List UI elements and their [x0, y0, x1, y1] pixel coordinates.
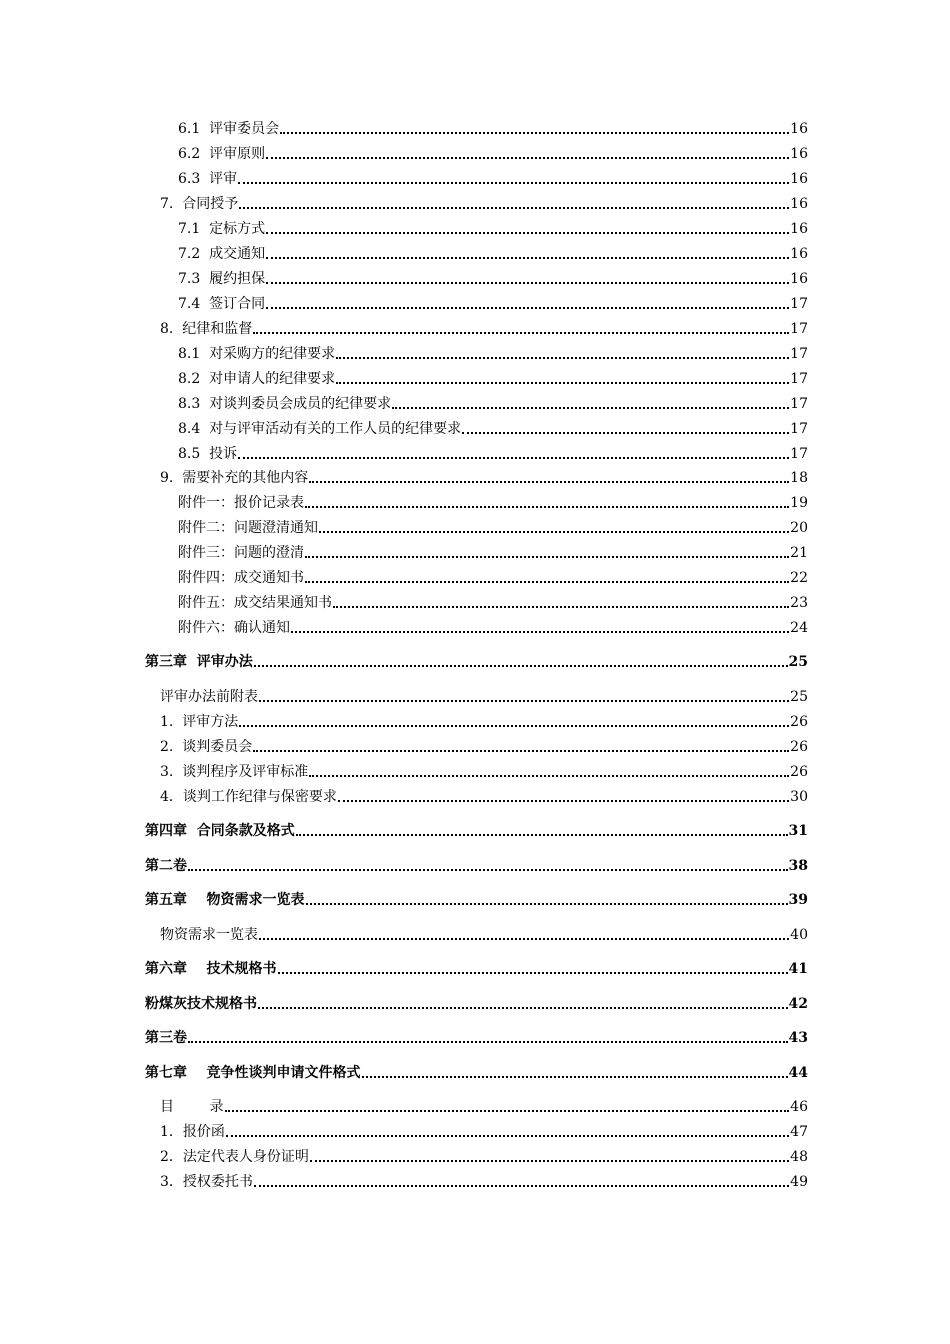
toc-leader-dots	[305, 506, 789, 508]
toc-entry[interactable]	[178, 243, 808, 263]
toc-leader-dots	[226, 1135, 789, 1137]
toc-entry-page-number: 17	[790, 346, 808, 362]
toc-entry-page-number: 49	[790, 1174, 808, 1190]
toc-leader-dots	[258, 1007, 788, 1009]
toc-entry[interactable]	[160, 1146, 808, 1166]
toc-entry[interactable]	[145, 651, 808, 671]
toc-leader-dots	[266, 282, 789, 284]
toc-leader-dots	[259, 938, 789, 940]
toc-entry[interactable]	[145, 1027, 808, 1047]
toc-entry-label: 8.3 对谈判委员会成员的纪律要求	[178, 396, 392, 412]
toc-entry[interactable]	[160, 318, 808, 338]
toc-entry-page-number: 26	[790, 714, 808, 730]
toc-entry[interactable]	[160, 786, 808, 806]
toc-entry-page-number: 47	[790, 1124, 808, 1140]
toc-entry-page-number: 19	[790, 495, 808, 511]
toc-entry[interactable]	[160, 1171, 808, 1191]
toc-leader-dots	[253, 750, 789, 752]
toc-entry-label: 第三章 评审办法	[145, 654, 253, 670]
toc-entry[interactable]	[178, 517, 808, 537]
toc-entry-page-number: 17	[790, 321, 808, 337]
toc-entry-page-number: 16	[790, 121, 808, 137]
toc-entry-page-number: 17	[790, 296, 808, 312]
toc-leader-dots	[306, 903, 788, 905]
toc-leader-dots	[238, 182, 789, 184]
toc-leader-dots	[392, 407, 789, 409]
toc-entry-label: 评审办法前附表	[160, 689, 258, 705]
toc-entry-label: 3. 谈判程序及评审标准	[160, 764, 309, 780]
toc-entry[interactable]	[178, 143, 808, 163]
toc-entry[interactable]	[160, 736, 808, 756]
toc-entry[interactable]	[145, 993, 808, 1013]
toc-entry-page-number: 17	[790, 371, 808, 387]
toc-entry-page-number: 46	[790, 1099, 808, 1115]
toc-entry-page-number: 22	[790, 570, 808, 586]
toc-entry[interactable]	[145, 820, 808, 840]
toc-entry[interactable]	[178, 368, 808, 388]
toc-entry-page-number: 26	[790, 739, 808, 755]
toc-entry-label: 8.4 对与评审活动有关的工作人员的纪律要求	[178, 421, 462, 437]
toc-entry-page-number: 17	[790, 396, 808, 412]
toc-entry[interactable]	[178, 343, 808, 363]
toc-entry[interactable]	[145, 958, 808, 978]
toc-leader-dots	[296, 834, 788, 836]
toc-entry-page-number: 26	[790, 764, 808, 780]
toc-entry-page-number: 44	[788, 1065, 808, 1081]
toc-entry[interactable]	[178, 418, 808, 438]
toc-entry[interactable]	[160, 761, 808, 781]
toc-entry[interactable]	[160, 1096, 808, 1116]
toc-entry-label: 1．报价函	[160, 1124, 225, 1140]
toc-entry[interactable]	[160, 1121, 808, 1141]
toc-entry-label: 6.1 评审委员会	[178, 121, 280, 137]
toc-entry-label: 3．授权委托书	[160, 1174, 253, 1190]
toc-entry-label: 8.2 对申请人的纪律要求	[178, 371, 336, 387]
toc-entry-label: 附件三：问题的澄清	[178, 545, 304, 561]
toc-entry-page-number: 17	[790, 421, 808, 437]
toc-entry[interactable]	[178, 492, 808, 512]
toc-entry-label: 1. 评审方法	[160, 714, 239, 730]
toc-entry-page-number: 16	[790, 196, 808, 212]
toc-entry-label: 第四章 合同条款及格式	[145, 823, 295, 839]
toc-leader-dots	[305, 581, 789, 583]
toc-leader-dots	[336, 382, 789, 384]
toc-leader-dots	[188, 1041, 788, 1043]
toc-entry-page-number: 48	[790, 1149, 808, 1165]
toc-entry-label: 附件六：确认通知	[178, 620, 290, 636]
toc-entry-label: 2. 谈判委员会	[160, 739, 253, 755]
toc-leader-dots	[266, 232, 789, 234]
toc-entry-page-number: 17	[790, 446, 808, 462]
toc-entry-label: 8. 纪律和监督	[160, 321, 253, 337]
toc-entry-label: 目 录	[160, 1099, 224, 1115]
toc-leader-dots	[266, 257, 789, 259]
toc-entry-page-number: 16	[790, 246, 808, 262]
toc-entry-label: 第七章 竞争性谈判申请文件格式	[145, 1065, 361, 1081]
toc-entry-label: 7.3 履约担保	[178, 271, 266, 287]
toc-entry-label: 9. 需要补充的其他内容	[160, 470, 309, 486]
toc-entry[interactable]	[145, 855, 808, 875]
toc-entry-page-number: 18	[790, 470, 808, 486]
toc-leader-dots	[188, 869, 788, 871]
toc-entry-label: 粉煤灰技术规格书	[145, 996, 257, 1012]
toc-leader-dots	[266, 307, 789, 309]
toc-entry-page-number: 21	[790, 545, 808, 561]
toc-entry-label: 2．法定代表人身份证明	[160, 1149, 309, 1165]
toc-entry-page-number: 39	[788, 892, 808, 908]
toc-entry-label: 7.1 定标方式	[178, 221, 266, 237]
toc-entry-label: 附件四：成交通知书	[178, 570, 304, 586]
toc-entry[interactable]	[178, 567, 808, 587]
toc-leader-dots	[254, 665, 788, 667]
toc-entry-page-number: 25	[788, 654, 808, 670]
toc-leader-dots	[225, 1110, 790, 1112]
toc-entry-page-number: 16	[790, 221, 808, 237]
toc-entry[interactable]	[178, 542, 808, 562]
toc-entry[interactable]	[160, 193, 808, 213]
toc-leader-dots	[291, 631, 789, 633]
toc-entry-label: 物资需求一览表	[160, 927, 258, 943]
toc-leader-dots	[319, 531, 789, 533]
toc-leader-dots	[266, 157, 789, 159]
toc-entry[interactable]	[178, 168, 808, 188]
toc-entry-label: 7. 合同授予	[160, 196, 239, 212]
toc-entry-label: 附件一：报价记录表	[178, 495, 304, 511]
toc-entry[interactable]	[178, 293, 808, 313]
toc-entry-page-number: 16	[790, 146, 808, 162]
toc-entry-page-number: 31	[788, 823, 808, 839]
toc-leader-dots	[238, 457, 789, 459]
toc-leader-dots	[333, 606, 789, 608]
toc-entry-page-number: 41	[788, 961, 808, 977]
toc-leader-dots	[253, 332, 789, 334]
toc-leader-dots	[310, 1160, 789, 1162]
toc-entry-label: 第五章 物资需求一览表	[145, 892, 305, 908]
toc-entry[interactable]	[145, 1062, 808, 1082]
toc-leader-dots	[259, 700, 789, 702]
toc-entry[interactable]	[178, 592, 808, 612]
toc-entry[interactable]	[160, 924, 808, 944]
toc-leader-dots	[239, 207, 789, 209]
toc-leader-dots	[239, 725, 789, 727]
toc-entry-label: 4．谈判工作纪律与保密要求	[160, 789, 337, 805]
toc-entry-page-number: 42	[788, 996, 808, 1012]
toc-entry-label: 6.3 评审	[178, 171, 238, 187]
toc-entry-page-number: 16	[790, 171, 808, 187]
toc-entry-page-number: 30	[790, 789, 808, 805]
toc-entry-page-number: 38	[788, 858, 808, 874]
toc-entry-page-number: 40	[790, 927, 808, 943]
toc-leader-dots	[338, 800, 789, 802]
toc-leader-dots	[305, 556, 789, 558]
toc-entry-label: 8.5 投诉	[178, 446, 238, 462]
toc-entry[interactable]	[178, 617, 808, 637]
toc-entry-label: 6.2 评审原则	[178, 146, 266, 162]
toc-entry-label: 第六章 技术规格书	[145, 961, 277, 977]
toc-entry-page-number: 20	[790, 520, 808, 536]
toc-entry[interactable]	[145, 889, 808, 909]
toc-leader-dots	[336, 357, 789, 359]
toc-entry[interactable]	[178, 393, 808, 413]
toc-entry[interactable]	[178, 268, 808, 288]
toc-entry[interactable]	[160, 711, 808, 731]
toc-entry-page-number: 16	[790, 271, 808, 287]
toc-entry-label: 7.4 签订合同	[178, 296, 266, 312]
toc-entry-page-number: 23	[790, 595, 808, 611]
toc-leader-dots	[309, 481, 789, 483]
toc-entry-page-number: 43	[788, 1030, 808, 1046]
toc-leader-dots	[278, 972, 788, 974]
toc-entry[interactable]	[160, 686, 808, 706]
toc-entry-label: 附件二：问题澄清通知	[178, 520, 318, 536]
toc-entry[interactable]	[178, 443, 808, 463]
toc-entry-label: 7.2 成交通知	[178, 246, 266, 262]
toc-entry-label: 8.1 对采购方的纪律要求	[178, 346, 336, 362]
toc-entry-page-number: 25	[790, 689, 808, 705]
toc-entry-label: 附件五：成交结果通知书	[178, 595, 332, 611]
toc-leader-dots	[309, 775, 789, 777]
toc-leader-dots	[254, 1185, 789, 1187]
toc-leader-dots	[362, 1076, 788, 1078]
toc-entry[interactable]	[178, 218, 808, 238]
toc-leader-dots	[280, 132, 789, 134]
toc-entry-label: 第三卷	[145, 1030, 187, 1046]
toc-entry[interactable]	[178, 118, 808, 138]
toc-entry-page-number: 24	[790, 620, 808, 636]
toc-leader-dots	[462, 432, 789, 434]
toc-entry-label: 第二卷	[145, 858, 187, 874]
toc-entry[interactable]	[160, 467, 808, 487]
